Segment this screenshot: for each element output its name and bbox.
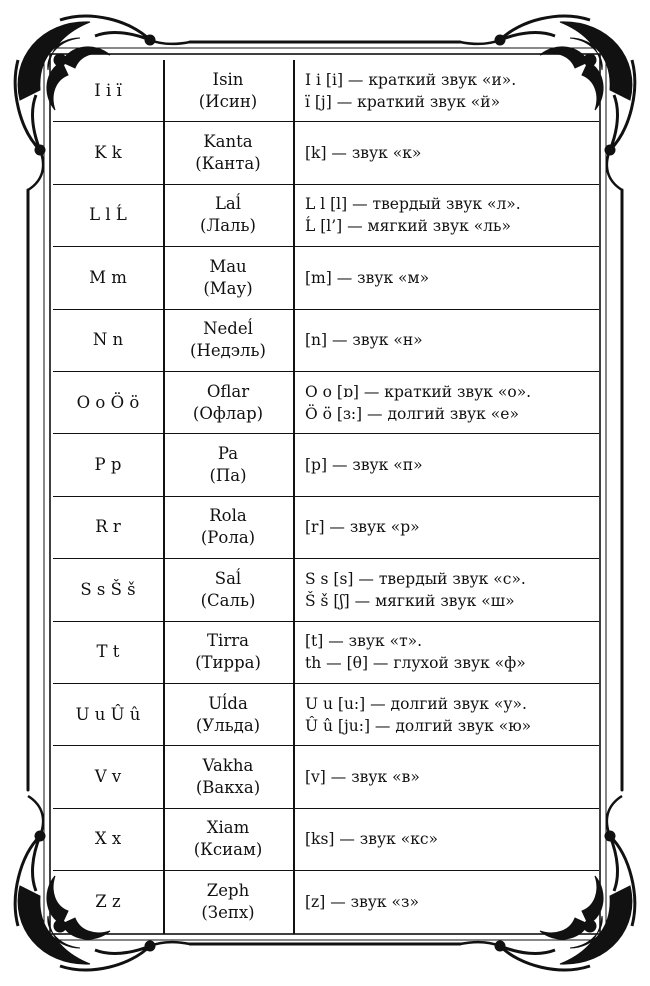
letter-name-russian: (Зепх) bbox=[201, 903, 255, 923]
letter-text: T t bbox=[96, 642, 120, 662]
pronunciation-line: Ĺ [l’] — мягкий звук «ль» bbox=[305, 217, 511, 236]
table-row bbox=[53, 684, 599, 746]
letter-name: Xiam bbox=[206, 818, 250, 838]
table-row bbox=[53, 122, 599, 184]
letter-name: Laĺ bbox=[214, 194, 242, 214]
pronunciation-line: I i [i] — краткий звук «и». bbox=[305, 70, 517, 89]
letter-name: Isin bbox=[212, 69, 244, 89]
table-row bbox=[53, 60, 599, 122]
letter-name-russian: (Рола) bbox=[200, 528, 256, 548]
letter-name-cell bbox=[163, 746, 293, 807]
pronunciation-line: [n] — звук «н» bbox=[305, 331, 423, 350]
letter-name: Mau bbox=[209, 256, 247, 276]
letter-name-cell bbox=[163, 60, 293, 121]
pronunciation-line: [m] — звук «м» bbox=[305, 268, 430, 287]
letter-name-russian: (Канта) bbox=[195, 154, 261, 174]
letter-name: Pa bbox=[217, 444, 239, 464]
pronunciation-cell bbox=[305, 247, 595, 308]
pronunciation-cell bbox=[305, 122, 595, 183]
table-row bbox=[53, 434, 599, 496]
letter-name-russian: (Саль) bbox=[200, 590, 256, 610]
letter-cell bbox=[53, 434, 163, 495]
letter-cell bbox=[53, 497, 163, 558]
table-row bbox=[53, 871, 599, 933]
letter-name: Tirra bbox=[207, 631, 249, 651]
pronunciation-line: [t] — звук «т». bbox=[305, 632, 423, 651]
letter-name-cell bbox=[163, 247, 293, 308]
pronunciation-line: L l [l] — твердый звук «л». bbox=[305, 195, 521, 214]
letter-name: Nedeĺ bbox=[203, 319, 253, 339]
letter-cell bbox=[53, 372, 163, 433]
letter-name: Saĺ bbox=[214, 568, 242, 588]
letter-name-cell bbox=[163, 871, 293, 933]
pronunciation-line: [k] — звук «к» bbox=[305, 144, 422, 163]
letter-name-russian: (Вакха) bbox=[195, 778, 261, 798]
letter-name-russian: (Ульда) bbox=[195, 715, 261, 735]
letter-name-cell bbox=[163, 497, 293, 558]
letter-name-russian: (Недэль) bbox=[190, 341, 266, 361]
letter-name-russian: (Лаль) bbox=[200, 216, 256, 236]
letter-cell bbox=[53, 122, 163, 183]
letter-cell bbox=[53, 809, 163, 870]
letter-name-cell bbox=[163, 809, 293, 870]
pronunciation-cell bbox=[305, 372, 595, 433]
letter-text: O o Ö ö bbox=[76, 392, 140, 412]
letter-name-russian: (Па) bbox=[209, 466, 247, 486]
letter-cell bbox=[53, 871, 163, 933]
letter-name-cell bbox=[163, 684, 293, 745]
letter-cell bbox=[53, 60, 163, 121]
pronunciation-cell bbox=[305, 310, 595, 371]
letter-text: I i ï bbox=[94, 80, 122, 100]
pronunciation-line: [p] — звук «п» bbox=[305, 456, 423, 475]
pronunciation-cell bbox=[305, 809, 595, 870]
letter-name-cell bbox=[163, 622, 293, 683]
letter-name-cell bbox=[163, 185, 293, 246]
pronunciation-cell bbox=[305, 60, 595, 121]
letter-cell bbox=[53, 622, 163, 683]
pronunciation-cell bbox=[305, 684, 595, 745]
alphabet-table bbox=[53, 60, 599, 934]
letter-name-russian: (Исин) bbox=[198, 91, 258, 111]
pronunciation-line: [r] — звук «р» bbox=[305, 518, 420, 537]
letter-text: K k bbox=[94, 143, 122, 163]
letter-text: L l Ĺ bbox=[89, 205, 127, 225]
pronunciation-line: ï [j] — краткий звук «й» bbox=[305, 92, 501, 111]
letter-name-cell bbox=[163, 122, 293, 183]
table-row bbox=[53, 559, 599, 621]
letter-text: U u Û û bbox=[75, 704, 141, 724]
letter-name: Oflar bbox=[206, 381, 250, 401]
pronunciation-line: U u [u:] — долгий звук «у». bbox=[305, 694, 527, 713]
pronunciation-line: th — [θ] — глухой звук «ф» bbox=[305, 654, 526, 673]
table-row bbox=[53, 185, 599, 247]
pronunciation-cell bbox=[305, 622, 595, 683]
letter-cell bbox=[53, 247, 163, 308]
letter-name-cell bbox=[163, 559, 293, 620]
letter-text: R r bbox=[95, 517, 121, 537]
pronunciation-line: Š š [ʃ] — мягкий звук «ш» bbox=[305, 591, 515, 610]
letter-name-russian: (Офлар) bbox=[192, 403, 264, 423]
pronunciation-line: Û û [ju:] — долгий звук «ю» bbox=[305, 716, 532, 735]
table-row bbox=[53, 497, 599, 559]
table-row bbox=[53, 247, 599, 309]
pronunciation-line: [v] — звук «в» bbox=[305, 768, 420, 787]
letter-name-cell bbox=[163, 372, 293, 433]
table-row bbox=[53, 809, 599, 871]
letter-cell bbox=[53, 559, 163, 620]
pronunciation-cell bbox=[305, 434, 595, 495]
letter-name: Kanta bbox=[203, 132, 253, 152]
pronunciation-cell bbox=[305, 497, 595, 558]
pronunciation-line: [z] — звук «з» bbox=[305, 893, 419, 912]
letter-text: Z z bbox=[95, 892, 121, 912]
letter-text: M m bbox=[89, 267, 127, 287]
letter-name-cell bbox=[163, 434, 293, 495]
letter-name: Uĺda bbox=[208, 693, 248, 713]
letter-text: S s Š š bbox=[80, 579, 136, 599]
letter-name-russian: (Ксиам) bbox=[193, 840, 263, 860]
letter-name: Rola bbox=[209, 506, 247, 526]
letter-cell bbox=[53, 185, 163, 246]
table-row bbox=[53, 622, 599, 684]
letter-cell bbox=[53, 310, 163, 371]
table-row bbox=[53, 310, 599, 372]
letter-text: X x bbox=[94, 829, 122, 849]
letter-cell bbox=[53, 684, 163, 745]
letter-name-russian: (Мау) bbox=[203, 278, 253, 298]
pronunciation-line: S s [s] — твердый звук «с». bbox=[305, 569, 526, 588]
pronunciation-cell bbox=[305, 871, 595, 933]
pronunciation-cell bbox=[305, 185, 595, 246]
letter-text: V v bbox=[94, 767, 122, 787]
pronunciation-line: O o [ɒ] — краткий звук «о». bbox=[305, 382, 532, 401]
letter-name: Vakha bbox=[202, 756, 254, 776]
letter-name-cell bbox=[163, 310, 293, 371]
letter-name-russian: (Тирра) bbox=[195, 653, 261, 673]
pronunciation-line: Ö ö [ɜ:] — долгий звук «е» bbox=[305, 404, 519, 423]
letter-text: N n bbox=[92, 330, 124, 350]
letter-cell bbox=[53, 746, 163, 807]
letter-text: P p bbox=[94, 455, 122, 475]
table-row bbox=[53, 372, 599, 434]
letter-name: Zeph bbox=[206, 881, 250, 901]
pronunciation-cell bbox=[305, 746, 595, 807]
pronunciation-cell bbox=[305, 559, 595, 620]
table-row bbox=[53, 746, 599, 808]
pronunciation-line: [ks] — звук «кс» bbox=[305, 830, 439, 849]
